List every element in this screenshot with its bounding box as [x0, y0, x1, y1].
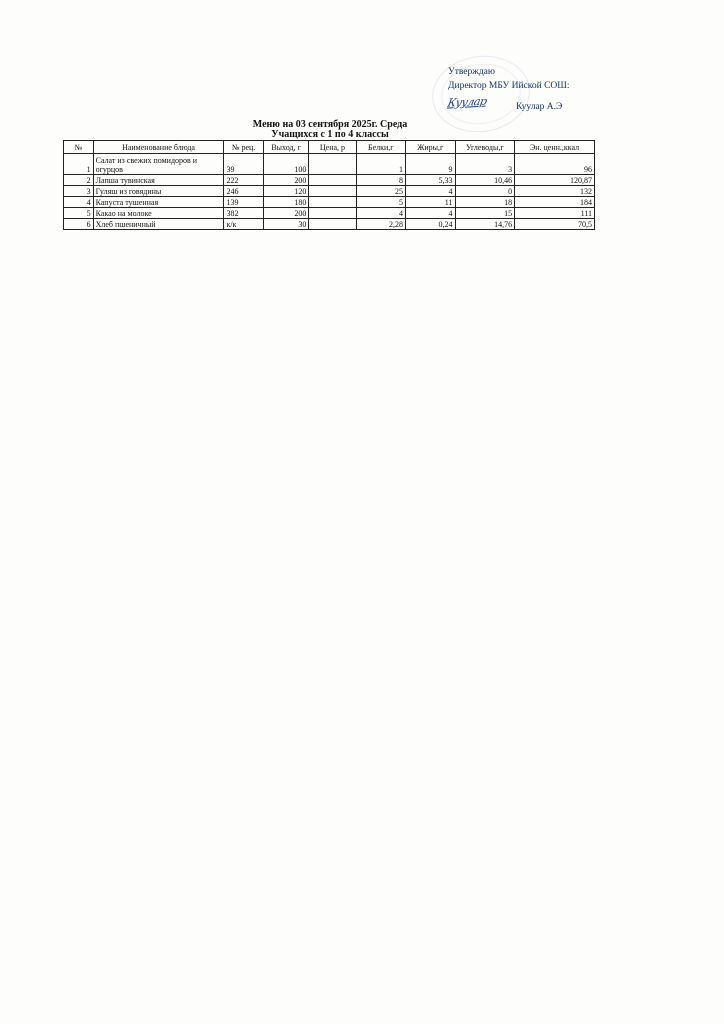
page-title: Меню на 03 сентября 2025г. Среда — [252, 119, 408, 130]
approval-line-2: Директор МБУ Ийской СОШ: — [448, 80, 570, 91]
cell-dish: Какао на молоке — [93, 208, 224, 219]
approval-block — [446, 66, 698, 113]
cell-num: 1 — [64, 154, 94, 175]
cell-fat: 9 — [406, 154, 456, 175]
cell-output: 120 — [263, 186, 309, 197]
signatory-name: Куулар А.Э — [516, 102, 563, 113]
cell-price — [309, 219, 356, 230]
cell-dish: Лапша тувинская — [93, 175, 224, 186]
cell-price — [309, 175, 356, 186]
cell-protein: 8 — [356, 175, 405, 186]
cell-energy: 70,5 — [515, 219, 595, 230]
cell-fat: 11 — [406, 197, 456, 208]
table-header-row — [64, 141, 595, 154]
cell-energy: 111 — [515, 208, 595, 219]
cell-output: 30 — [263, 219, 309, 230]
cell-dish: Капуста тушенная — [93, 197, 224, 208]
cell-dish: Гуляш из говядины — [93, 186, 224, 197]
cell-recipe: 246 — [224, 186, 263, 197]
cell-protein: 2,28 — [356, 219, 405, 230]
cell-fat: 0,24 — [406, 219, 456, 230]
cell-output: 180 — [263, 197, 309, 208]
page-subtitle: Учащихся с 1 по 4 классы — [271, 129, 389, 140]
cell-fat: 4 — [406, 208, 456, 219]
cell-protein: 1 — [356, 154, 405, 175]
header-price: Цена, р — [309, 141, 356, 154]
menu-table — [63, 140, 595, 230]
table-row — [64, 154, 595, 175]
cell-num: 4 — [64, 197, 94, 208]
cell-recipe: к/к — [224, 219, 263, 230]
cell-recipe: 39 — [224, 154, 263, 175]
cell-energy: 184 — [515, 197, 595, 208]
cell-protein: 25 — [356, 186, 405, 197]
table-row — [64, 197, 595, 208]
cell-output: 100 — [263, 154, 309, 175]
cell-carbs: 18 — [455, 197, 515, 208]
header-recipe: № рец. — [224, 141, 263, 154]
cell-price — [309, 197, 356, 208]
cell-protein: 4 — [356, 208, 405, 219]
cell-carbs: 10,46 — [455, 175, 515, 186]
header-num: № — [64, 141, 94, 154]
cell-dish: Салат из свежих помидоров и огурцов — [93, 154, 224, 175]
cell-recipe: 382 — [224, 208, 263, 219]
cell-carbs: 3 — [455, 154, 515, 175]
cell-protein: 5 — [356, 197, 405, 208]
table-row — [64, 186, 595, 197]
cell-carbs: 14,76 — [455, 219, 515, 230]
header-protein: Белки,г — [356, 141, 405, 154]
cell-recipe: 222 — [224, 175, 263, 186]
table-row — [64, 175, 595, 186]
header-output: Выход, г — [263, 141, 309, 154]
cell-output: 200 — [263, 208, 309, 219]
approval-line-1: Утверждаю — [448, 67, 495, 77]
cell-num: 5 — [64, 208, 94, 219]
handwritten-signature: Куулар — [446, 94, 488, 110]
header-energy: Эн. ценн.,ккал — [515, 141, 595, 154]
cell-carbs: 0 — [455, 186, 515, 197]
signature-row — [446, 94, 698, 113]
cell-dish: Хлеб пшеничный — [93, 219, 224, 230]
cell-energy: 96 — [515, 154, 595, 175]
cell-price — [309, 186, 356, 197]
cell-fat: 5,33 — [406, 175, 456, 186]
cell-num: 2 — [64, 175, 94, 186]
cell-price — [309, 208, 356, 219]
header-fat: Жиры,г — [406, 141, 456, 154]
cell-energy: 120,87 — [515, 175, 595, 186]
header-carbs: Углеводы,г — [455, 141, 515, 154]
cell-fat: 4 — [406, 186, 456, 197]
header-dish: Наименование блюда — [93, 141, 224, 154]
cell-price — [309, 154, 356, 175]
table-row — [64, 208, 595, 219]
cell-num: 6 — [64, 219, 94, 230]
cell-carbs: 15 — [455, 208, 515, 219]
cell-num: 3 — [64, 186, 94, 197]
cell-recipe: 139 — [224, 197, 263, 208]
table-row — [64, 219, 595, 230]
cell-output: 200 — [263, 175, 309, 186]
cell-energy: 132 — [515, 186, 595, 197]
